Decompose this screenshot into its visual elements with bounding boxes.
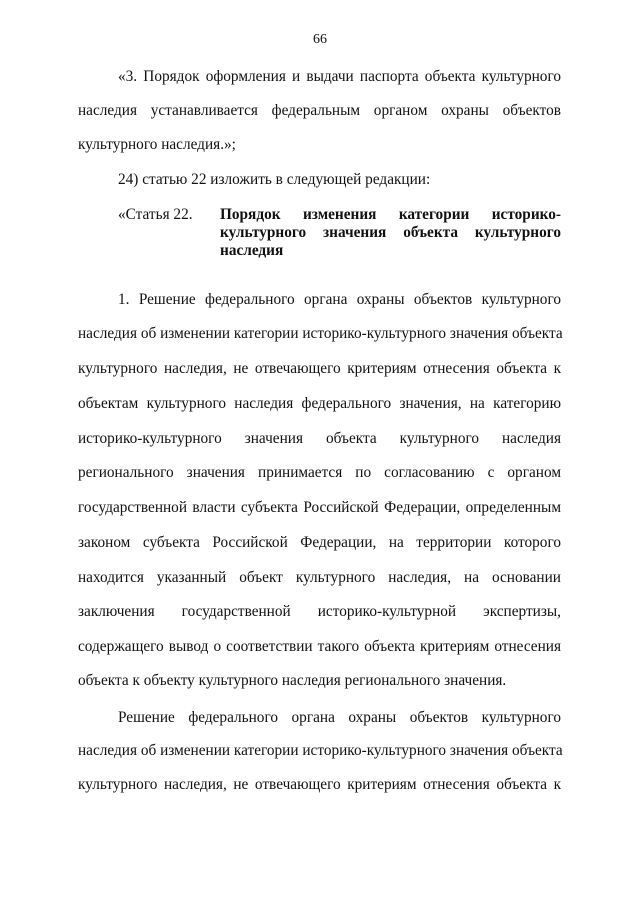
paragraph-line: регионального значения принимается по согласованию с органом	[78, 464, 561, 481]
paragraph-line: законом субъекта Российской Федерации, на территории которого	[78, 534, 561, 551]
paragraph-line: «3. Порядок оформления и выдачи паспорта объекта культурного	[118, 68, 561, 85]
paragraph-line: историко-культурного значения объекта культурного наследия	[78, 430, 561, 447]
paragraph-line: объекта к объекту культурного наследия регионального значения.	[78, 672, 507, 689]
paragraph-line: Решение федерального органа охраны объектов культурного	[118, 709, 561, 726]
paragraph-line: объектам культурного наследия федерального значения, на категорию	[78, 395, 561, 412]
paragraph-line: культурного наследия, не отвечающего критериям отнесения объекта к	[78, 776, 561, 793]
article-title-line: наследия	[220, 242, 284, 259]
paragraph-line: наследия об изменении категории историко-культурного значения объекта	[78, 742, 563, 759]
article-label: «Статья 22.	[118, 206, 193, 223]
article-title-line: Порядок изменения категории историко-	[220, 206, 561, 223]
paragraph-line: 24) статью 22 изложить в следующей редакции:	[118, 171, 431, 188]
paragraph-line: государственной власти субъекта Российской Федерации, определенным	[78, 499, 561, 516]
paragraph-line: культурного наследия.»;	[78, 136, 236, 153]
paragraph-line: заключения государственной историко-культурной экспертизы,	[78, 603, 561, 620]
paragraph-line: наследия об изменении категории историко-культурного значения объекта	[78, 325, 563, 342]
paragraph-line: наследия устанавливается федеральным органом охраны объектов	[78, 102, 561, 119]
article-title-line: культурного значения объекта культурного	[220, 224, 561, 241]
paragraph-line: находится указанный объект культурного наследия, на основании	[78, 569, 561, 586]
paragraph-line: содержащего вывод о соответствии такого объекта критериям отнесения	[78, 638, 561, 655]
paragraph-line: 1. Решение федерального органа охраны объектов культурного	[118, 291, 561, 308]
paragraph-line: культурного наследия, не отвечающего критериям отнесения объекта к	[78, 360, 561, 377]
page-number: 66	[313, 32, 327, 47]
